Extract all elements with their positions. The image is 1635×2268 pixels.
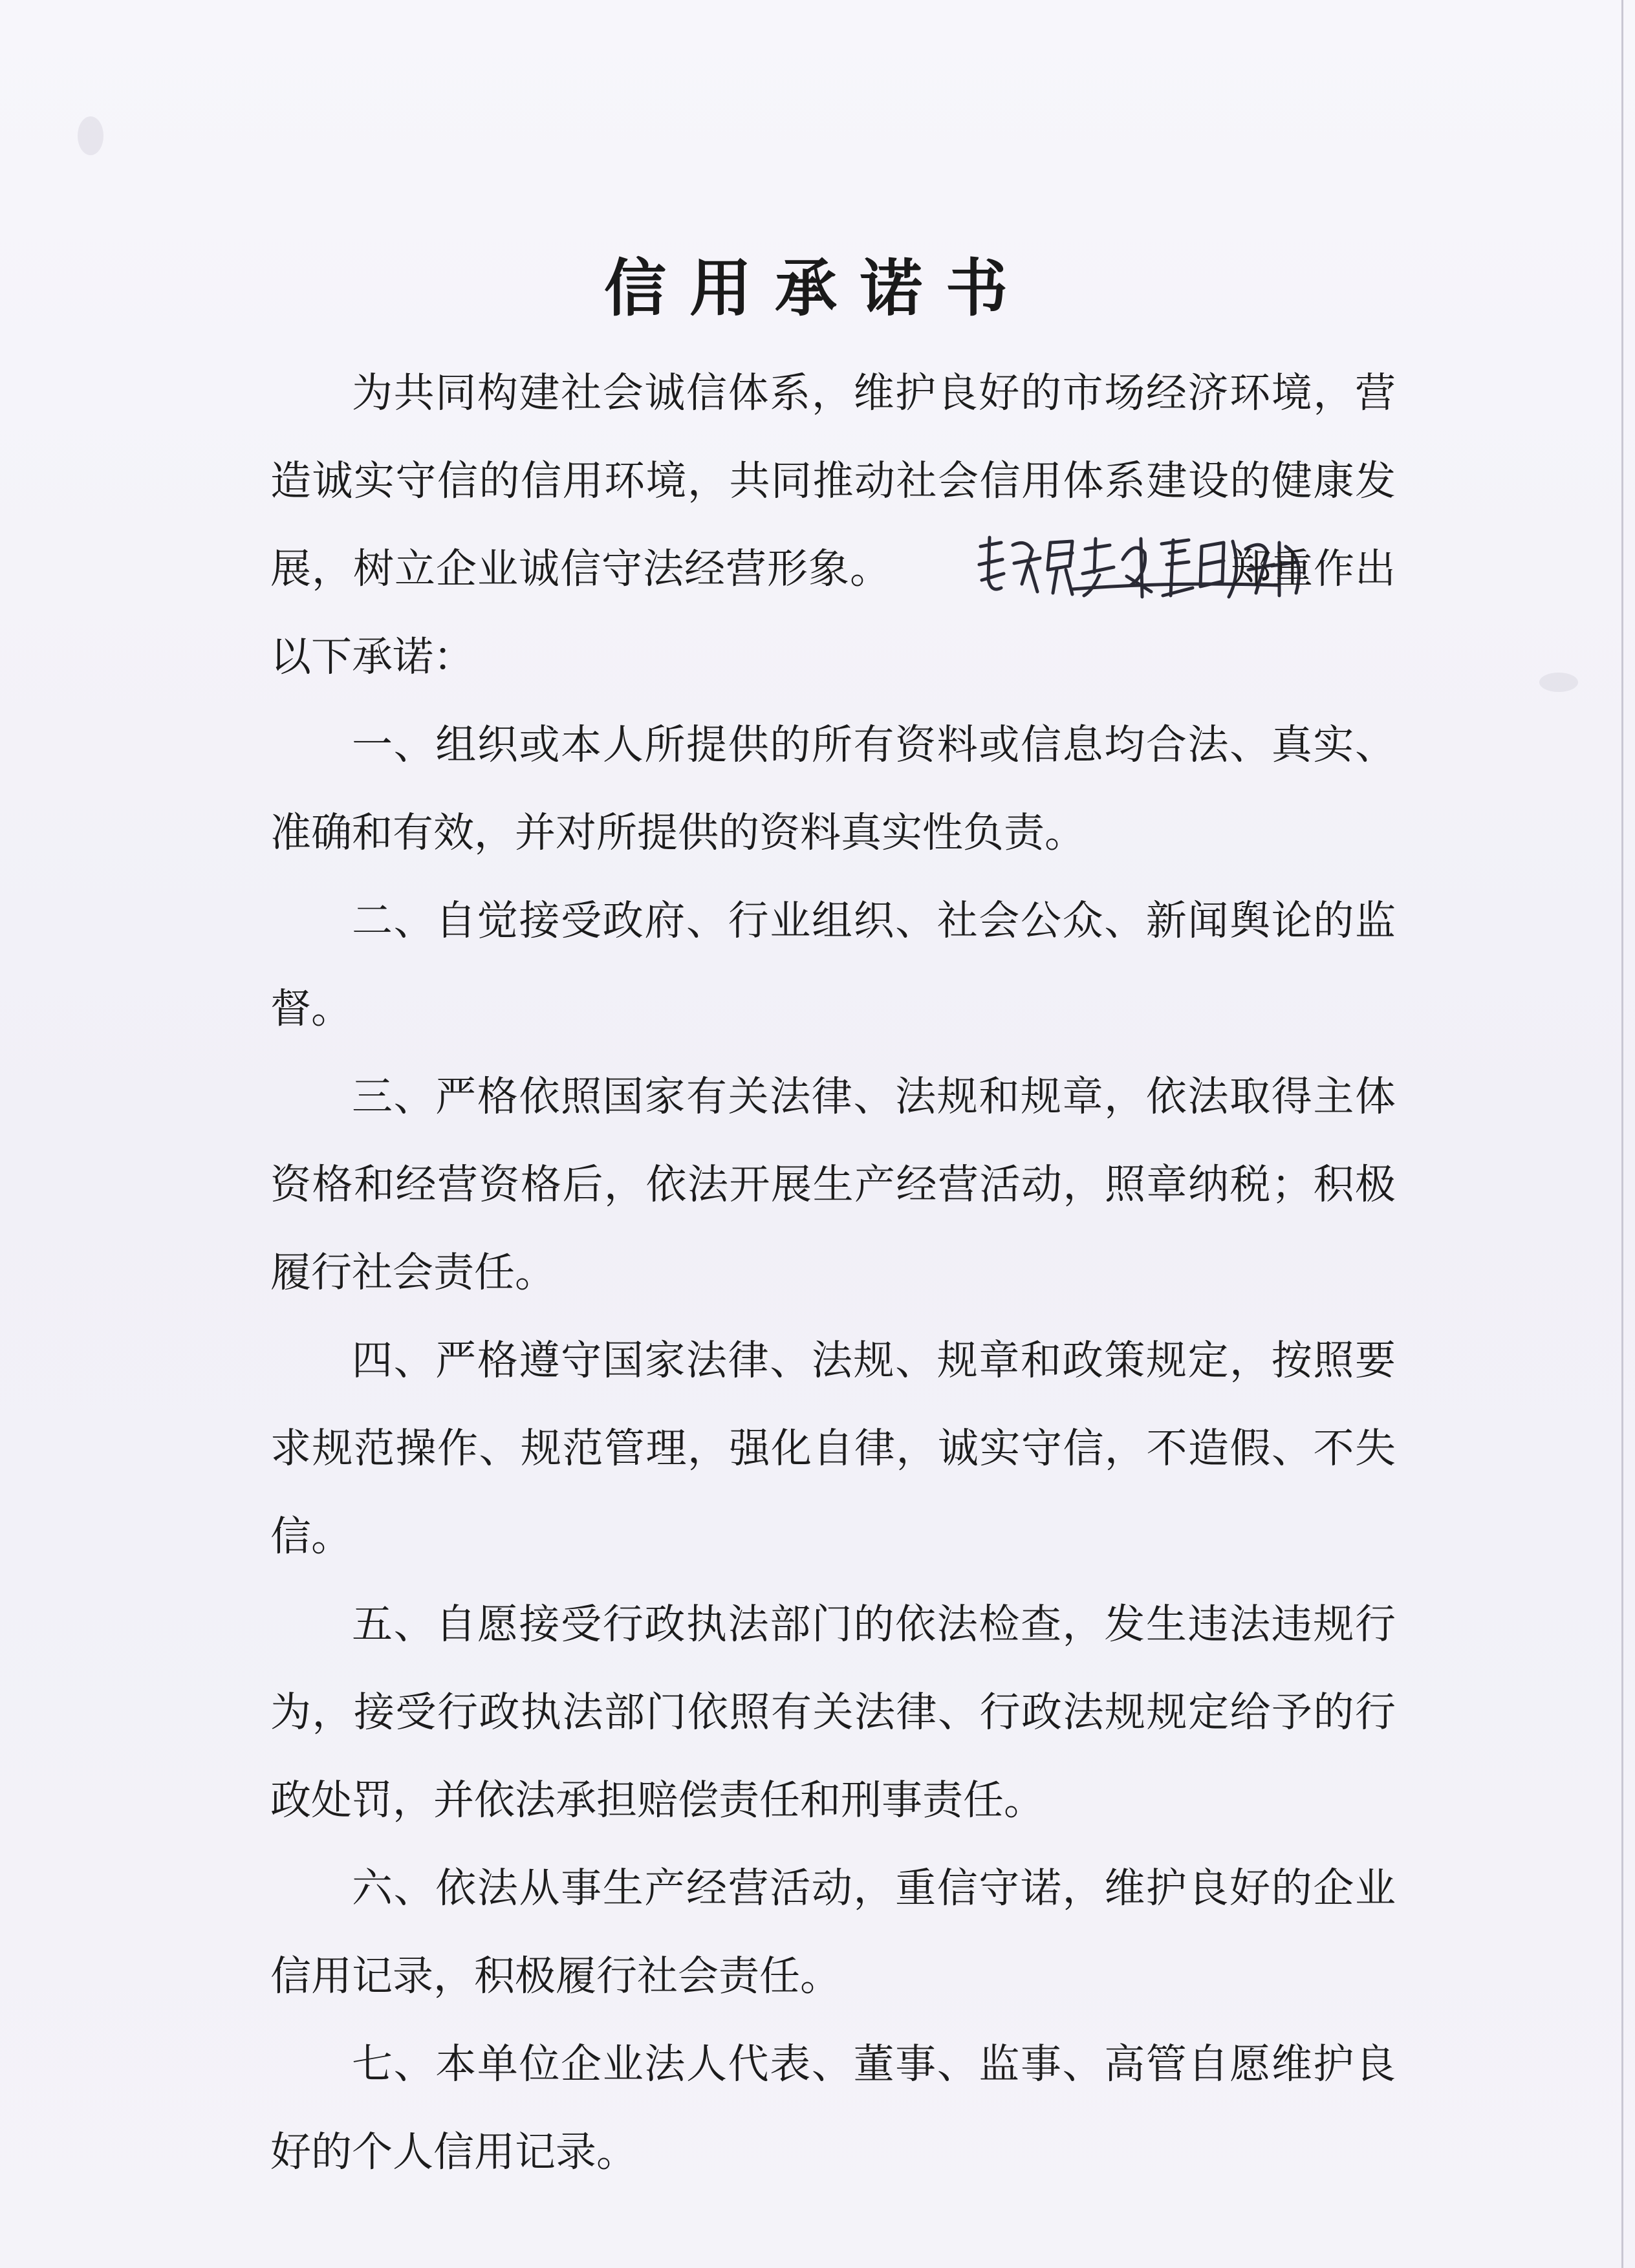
- commitment-item: 一、组织或本人所提供的所有资料或信息均合法、真实、准确和有效，并对所提供的资料真实性负责。: [270, 721, 1396, 856]
- intro-text: 为共同构建社会诚信体系，维护良好的市场经济环境，营造诚实守信的信用环境，共同推动社会信用体系建设的健康发展，树立企业诚信守法经营形象。: [270, 369, 1396, 592]
- intro-continuation: 郑重作出以下承诺：: [270, 545, 1396, 680]
- document-body: [270, 349, 1396, 2196]
- paper-edge: [1621, 0, 1623, 2268]
- commitment-item: 六、依法从事生产经营活动，重信守诺，维护良好的企业信用记录，积极履行社会责任。: [270, 1864, 1396, 2000]
- paper-smudge: [78, 116, 103, 155]
- intro-paragraph: [270, 349, 1396, 701]
- commitment-item: 二、自觉接受政府、行业组织、社会公众、新闻舆论的监督。: [270, 897, 1396, 1032]
- document-title: 信用承诺书: [604, 252, 1031, 325]
- commitment-item: 三、严格依照国家有关法律、法规和规章，依法取得主体资格和经营资格后，依法开展生产经营活动，照章纳税；积极履行社会责任。: [270, 1073, 1396, 1296]
- commitment-item: 七、本单位企业法人代表、董事、监事、高管自愿维护良好的个人信用记录。: [270, 2040, 1396, 2176]
- commitment-item: 四、严格遵守国家法律、法规、规章和政策规定，按照要求规范操作、规范管理，强化自律，诚实守信，不造假、不失信。: [270, 1337, 1396, 1560]
- commitment-item: 五、自愿接受行政执法部门的依法检查，发生违法违规行为，接受行政执法部门依照有关法律、行政法规规定给予的行政处罚，并依法承担赔偿责任和刑事责任。: [270, 1601, 1396, 1824]
- paper-smudge: [1539, 673, 1578, 692]
- handwritten-signature: [894, 534, 1230, 605]
